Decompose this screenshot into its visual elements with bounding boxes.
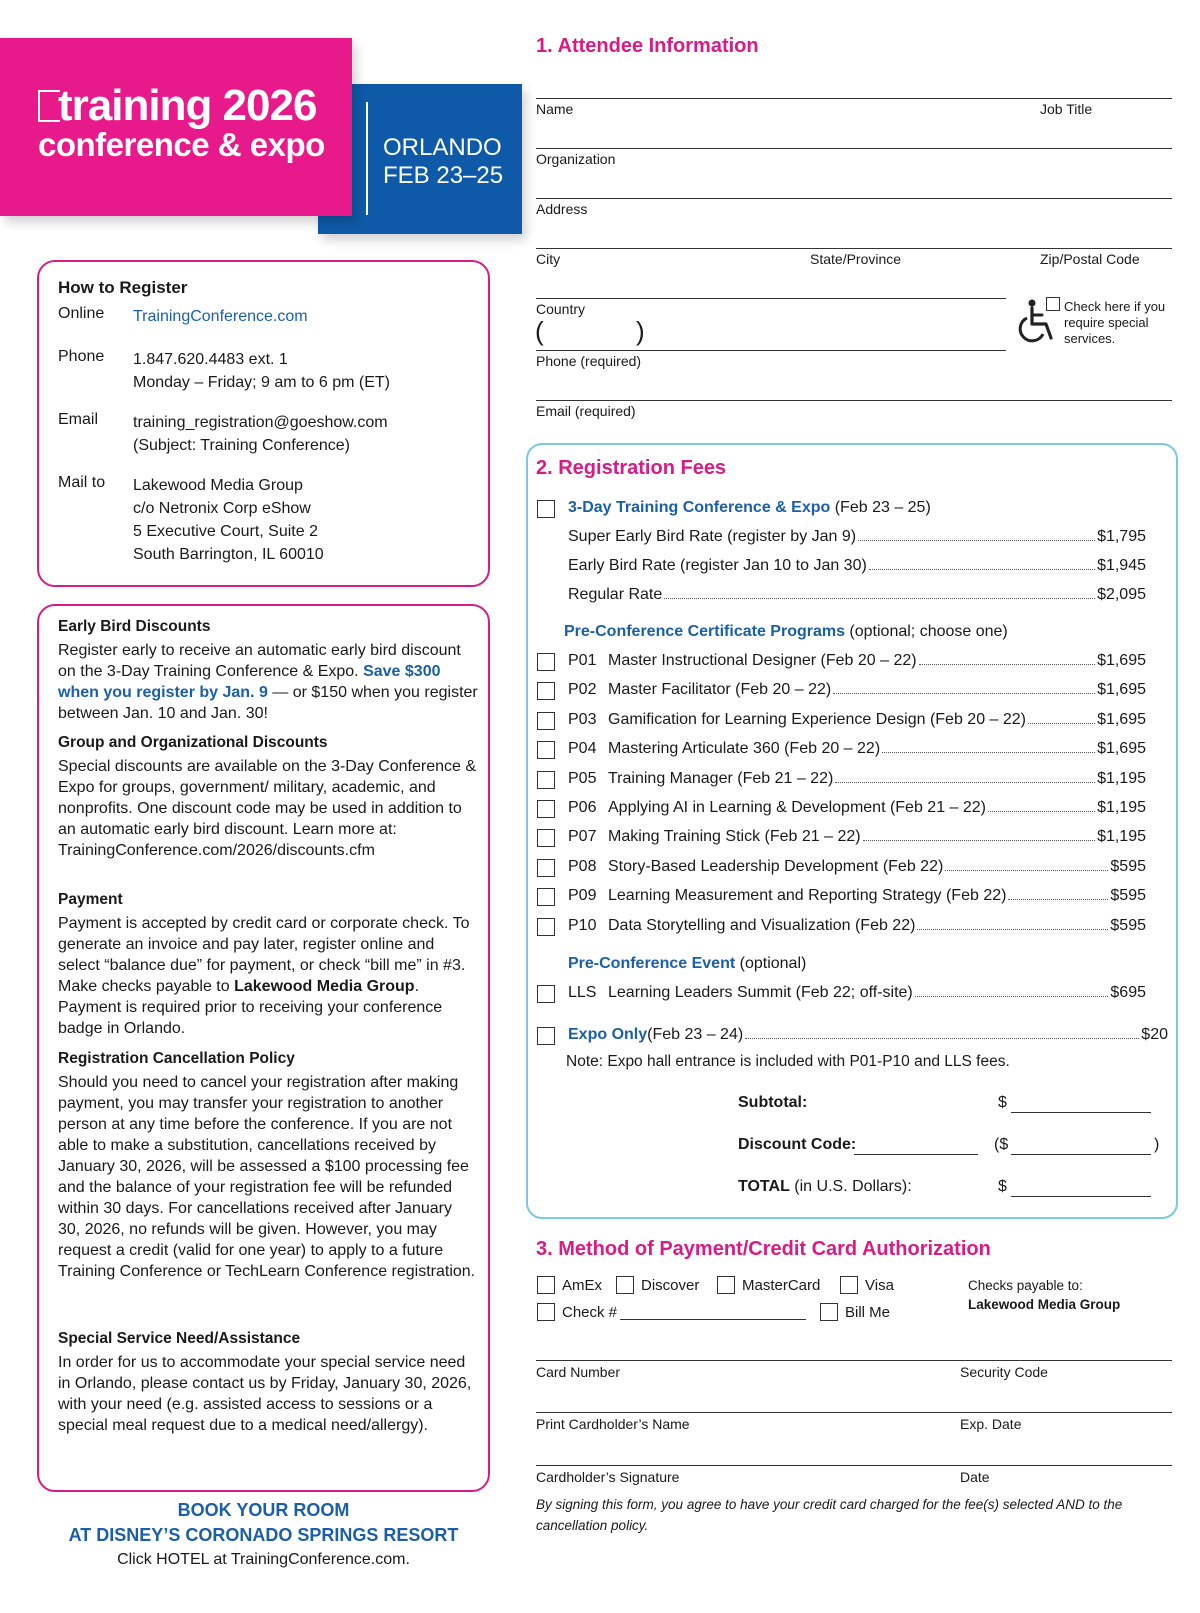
special-service-title: Special Service Need/Assistance [58, 1330, 301, 1347]
expo-dates: (Feb 23 – 24) [647, 1026, 744, 1043]
total-dollar: $ [998, 1178, 1007, 1195]
logo-title: training 2026 [58, 81, 317, 130]
mail-address [133, 474, 324, 566]
pre-conference-title: Pre-Conference Certificate Programs [564, 623, 845, 640]
program-price: $1,695 [1097, 652, 1146, 669]
bill-me-label: Bill Me [845, 1304, 891, 1321]
mail-line: South Barrington, IL 60010 [133, 546, 324, 563]
payment-info-text [58, 913, 478, 1039]
address-field-line[interactable] [536, 198, 1172, 199]
program-label: Training Manager (Feb 21 – 22) [608, 770, 834, 787]
visa-checkbox[interactable] [840, 1276, 858, 1294]
program-code: P02 [568, 681, 597, 698]
check-number-field[interactable] [620, 1319, 806, 1320]
program-label: Story-Based Leadership Development (Feb 22) [608, 858, 944, 875]
address-label: Address [536, 201, 588, 217]
check-checkbox[interactable] [537, 1303, 555, 1321]
early-bird-title: Early Bird Discounts [58, 618, 211, 635]
expo-row [568, 1026, 1168, 1044]
header-divider [366, 102, 368, 215]
event-location [383, 134, 503, 189]
phone-number: 1.847.620.4483 ext. 1 [133, 351, 288, 368]
organization-field-line[interactable] [536, 148, 1172, 149]
discount-code-label: Discount Code: [738, 1136, 857, 1153]
program-row [568, 917, 1146, 935]
pre-event-note: (optional) [735, 955, 807, 972]
phone-value [133, 348, 390, 394]
card-number-label: Card Number [536, 1364, 621, 1380]
zip-label: Zip/Postal Code [1040, 251, 1140, 267]
checks-payable-label: Checks payable to: [968, 1278, 1083, 1293]
lls-label: Learning Leaders Summit (Feb 22; off-site) [608, 984, 913, 1001]
program-price: $1,695 [1097, 711, 1146, 728]
date-label: Date [960, 1469, 990, 1485]
mastercard-label: MasterCard [742, 1277, 821, 1294]
program-checkbox-p02[interactable] [537, 682, 555, 700]
job-title-label: Job Title [1040, 101, 1093, 117]
subtotal-dollar: $ [998, 1094, 1007, 1111]
program-price: $595 [1110, 917, 1146, 934]
conference-title-row [568, 499, 931, 517]
online-link[interactable]: TrainingConference.com [133, 308, 308, 325]
special-service-text: In order for us to accommodate your special service need in Orlando, please contact us by Friday, January 30, 2026, with your need (e.g. assisted access to sessions or a special meal request due to a medical need/allergy). [58, 1354, 472, 1434]
total-field[interactable] [1011, 1196, 1151, 1197]
early-bird-highlight: Save $300 when you register by Jan. 9 [58, 663, 441, 701]
expo-note: Note: Expo hall entrance is included with P01-P10 and LLS fees. [566, 1053, 1010, 1070]
signature-line[interactable] [536, 1465, 1172, 1466]
rate-row [568, 528, 1146, 546]
program-row [568, 887, 1146, 905]
group-discount-text: Special discounts are available on the 3-Day Conference & Expo for groups, government/ military, academic, and nonprofits. One discount code may be used in addition to an automatic early bird discount. Learn more at: TrainingConference.com/2026/discounts.cfm [58, 758, 477, 859]
program-row [568, 770, 1146, 788]
total-label: TOTAL [738, 1178, 790, 1195]
payment-heading: 3. Method of Payment/Credit Card Authorization [536, 1238, 991, 1260]
rate-row [568, 557, 1146, 575]
country-label: Country [536, 301, 586, 317]
cardholder-name-line[interactable] [536, 1412, 1172, 1413]
phone-field-line[interactable] [536, 350, 1006, 351]
program-checkbox-p09[interactable] [537, 888, 555, 906]
email-label: Email [58, 411, 99, 428]
total-unit: (in U.S. Dollars): [789, 1178, 912, 1195]
visa-label: Visa [865, 1277, 894, 1294]
rate-label: Regular Rate [568, 586, 663, 603]
mail-line: 5 Executive Court, Suite 2 [133, 523, 318, 540]
lls-code: LLS [568, 984, 597, 1001]
total-label-row [738, 1178, 912, 1196]
program-price: $595 [1110, 887, 1146, 904]
subtotal-field[interactable] [1011, 1112, 1151, 1113]
program-label: Making Training Stick (Feb 21 – 22) [608, 828, 861, 845]
special-services-label: Check here if you require special services. [1064, 299, 1166, 346]
book-room-link[interactable]: Click HOTEL at TrainingConference.com. [117, 1551, 410, 1568]
group-discount-title: Group and Organizational Discounts [58, 734, 328, 751]
lls-row [568, 984, 1146, 1002]
mastercard-checkbox[interactable] [717, 1276, 735, 1294]
pre-event-title: Pre-Conference Event [568, 955, 736, 972]
program-price: $1,195 [1097, 770, 1146, 787]
discount-code-field[interactable] [854, 1154, 978, 1155]
conference-checkbox[interactable] [537, 500, 555, 518]
discover-label: Discover [641, 1277, 700, 1294]
program-row [568, 740, 1146, 758]
program-price: $1,195 [1097, 828, 1146, 845]
program-code: P10 [568, 917, 597, 934]
amex-checkbox[interactable] [537, 1276, 555, 1294]
special-services-checkbox[interactable] [1046, 297, 1060, 311]
program-checkbox-p04[interactable] [537, 741, 555, 759]
pre-conference-note: (optional; choose one) [844, 623, 1008, 640]
book-room-resort: AT DISNEY’S CORONADO SPRINGS RESORT [68, 1525, 459, 1545]
payment-text-1: Payment is accepted by credit card or corporate check. To generate an invoice and pay later, register online and select “balance due” for payment, or check “bill me” in #3. Make checks payable to [58, 915, 470, 995]
program-row [568, 711, 1146, 729]
country-field-line[interactable] [536, 298, 1006, 299]
email-value [133, 411, 388, 457]
program-row [568, 799, 1146, 817]
discount-paren-dollar: ($ [994, 1136, 1009, 1153]
payment-info-title: Payment [58, 891, 123, 908]
mail-line: c/o Netronix Corp eShow [133, 500, 311, 517]
organization-label: Organization [536, 151, 616, 167]
online-label: Online [58, 305, 105, 322]
bill-me-checkbox[interactable] [820, 1303, 838, 1321]
pre-event-heading [568, 955, 806, 973]
early-bird-text-2: — or $150 when you register between Jan. 10 and Jan. 30! [58, 684, 478, 722]
state-label: State/Province [810, 251, 902, 267]
security-code-label: Security Code [960, 1364, 1048, 1380]
how-to-register-title: How to Register [58, 278, 188, 297]
expo-price: $20 [1141, 1026, 1168, 1043]
program-label: Mastering Articulate 360 (Feb 20 – 22) [608, 740, 881, 757]
subtotal-label: Subtotal: [738, 1094, 808, 1111]
expo-title: Expo Only [568, 1026, 648, 1043]
payment-text-2: . Payment is required prior to receiving your conference badge in Orlando. [58, 978, 443, 1037]
discount-paren-close: ) [1154, 1136, 1160, 1153]
payment-payee: Lakewood Media Group [234, 978, 415, 995]
amex-label: AmEx [562, 1277, 603, 1294]
phone-label: Phone [58, 348, 105, 365]
program-row [568, 681, 1146, 699]
email-address[interactable]: training_registration@goeshow.com [133, 414, 388, 431]
checks-payee: Lakewood Media Group [968, 1297, 1121, 1312]
program-code: P05 [568, 770, 597, 787]
program-price: $595 [1110, 858, 1146, 875]
program-checkbox-p01[interactable] [537, 653, 555, 671]
rate-label: Super Early Bird Rate (register by Jan 9) [568, 528, 857, 545]
phone-required-label: Phone (required) [536, 353, 642, 369]
program-code: P01 [568, 652, 597, 669]
card-number-line[interactable] [536, 1360, 1172, 1361]
program-price: $1,195 [1097, 799, 1146, 816]
rate-price: $2,095 [1097, 586, 1146, 603]
check-label: Check # [562, 1304, 618, 1321]
program-label: Applying AI in Learning & Development (Feb 21 – 22) [608, 799, 987, 816]
program-row [568, 828, 1146, 846]
early-bird-text [58, 640, 478, 724]
program-price: $1,695 [1097, 681, 1146, 698]
program-code: P08 [568, 858, 597, 875]
program-label: Master Facilitator (Feb 20 – 22) [608, 681, 832, 698]
signature-label: Cardholder’s Signature [536, 1469, 680, 1485]
email-field-line[interactable] [536, 400, 1172, 401]
program-checkbox-p05[interactable] [537, 771, 555, 789]
cancellation-title: Registration Cancellation Policy [58, 1050, 295, 1067]
city-label: City [536, 251, 561, 267]
program-code: P03 [568, 711, 597, 728]
cancellation-text: Should you need to cancel your registration after making payment, you may transfer your registration to another person at any time before the conference. If you are not able to make a substitution, cancellations received by January 30, 2026, will be assessed a $100 processing fee and the balance of your registration fee will be refunded within 30 days. For cancellations received after January 30, 2026, no refunds will be given. However, you may request a credit (valid for one year) to apply to a future Training Conference or TechLearn Conference registration. [58, 1074, 476, 1280]
program-checkbox-p07[interactable] [537, 829, 555, 847]
payment-disclaimer: By signing this form, you agree to have your credit card charged for the fee(s) selected AND to the cancellation policy. [536, 1497, 1123, 1533]
program-row [568, 858, 1146, 876]
early-bird-text-1: Register early to receive an automatic early bird discount on the 3-Day Training Conference & Expo. [58, 642, 461, 680]
program-checkbox-p06[interactable] [537, 800, 555, 818]
logo-mark-icon [38, 90, 60, 122]
lls-price: $695 [1110, 984, 1146, 1001]
name-field-line[interactable] [536, 98, 1172, 99]
city-field-line[interactable] [536, 248, 1172, 249]
fees-heading: 2. Registration Fees [536, 457, 727, 479]
mail-line: Lakewood Media Group [133, 477, 303, 494]
mail-label: Mail to [58, 474, 106, 491]
email-subject: (Subject: Training Conference) [133, 437, 350, 454]
phone-area-close-paren: ) [636, 316, 645, 346]
pre-conference-heading [564, 623, 1008, 641]
program-checkbox-p10[interactable] [537, 918, 555, 936]
conference-title: 3-Day Training Conference & Expo [568, 499, 831, 516]
program-label: Data Storytelling and Visualization (Feb 22) [608, 917, 916, 934]
program-code: P07 [568, 828, 597, 845]
program-code: P04 [568, 740, 597, 757]
program-row [568, 652, 1146, 670]
name-label: Name [536, 101, 574, 117]
program-code: P09 [568, 887, 597, 904]
program-code: P06 [568, 799, 597, 816]
rate-price: $1,945 [1097, 557, 1146, 574]
rate-row [568, 586, 1146, 604]
program-price: $1,695 [1097, 740, 1146, 757]
rate-label: Early Bird Rate (register Jan 10 to Jan 30) [568, 557, 867, 574]
lls-checkbox[interactable] [537, 985, 555, 1003]
conference-dates: (Feb 23 – 25) [830, 499, 931, 516]
cardholder-name-label: Print Cardholder’s Name [536, 1416, 690, 1432]
email-required-label: Email (required) [536, 403, 636, 419]
phone-hours: Monday – Friday; 9 am to 6 pm (ET) [133, 374, 390, 391]
program-checkbox-p08[interactable] [537, 859, 555, 877]
logo-subtitle: conference & expo [38, 126, 325, 163]
book-room-heading: BOOK YOUR ROOM [177, 1500, 350, 1520]
rate-price: $1,795 [1097, 528, 1146, 545]
checks-payable-block [968, 1276, 1120, 1314]
exp-date-label: Exp. Date [960, 1416, 1022, 1432]
discover-checkbox[interactable] [616, 1276, 634, 1294]
event-dates: FEB 23–25 [383, 161, 504, 189]
discount-amount-field[interactable] [1011, 1154, 1151, 1155]
event-city: ORLANDO [383, 134, 502, 161]
expo-checkbox[interactable] [537, 1027, 555, 1045]
program-label: Gamification for Learning Experience Design (Feb 20 – 22) [608, 711, 1026, 728]
program-checkbox-p03[interactable] [537, 712, 555, 730]
attendee-heading: 1. Attendee Information [536, 35, 759, 57]
program-label: Master Instructional Designer (Feb 20 – 22) [608, 652, 917, 669]
phone-area-open-paren: ( [535, 316, 544, 346]
program-label: Learning Measurement and Reporting Strategy (Feb 22) [608, 887, 1007, 904]
